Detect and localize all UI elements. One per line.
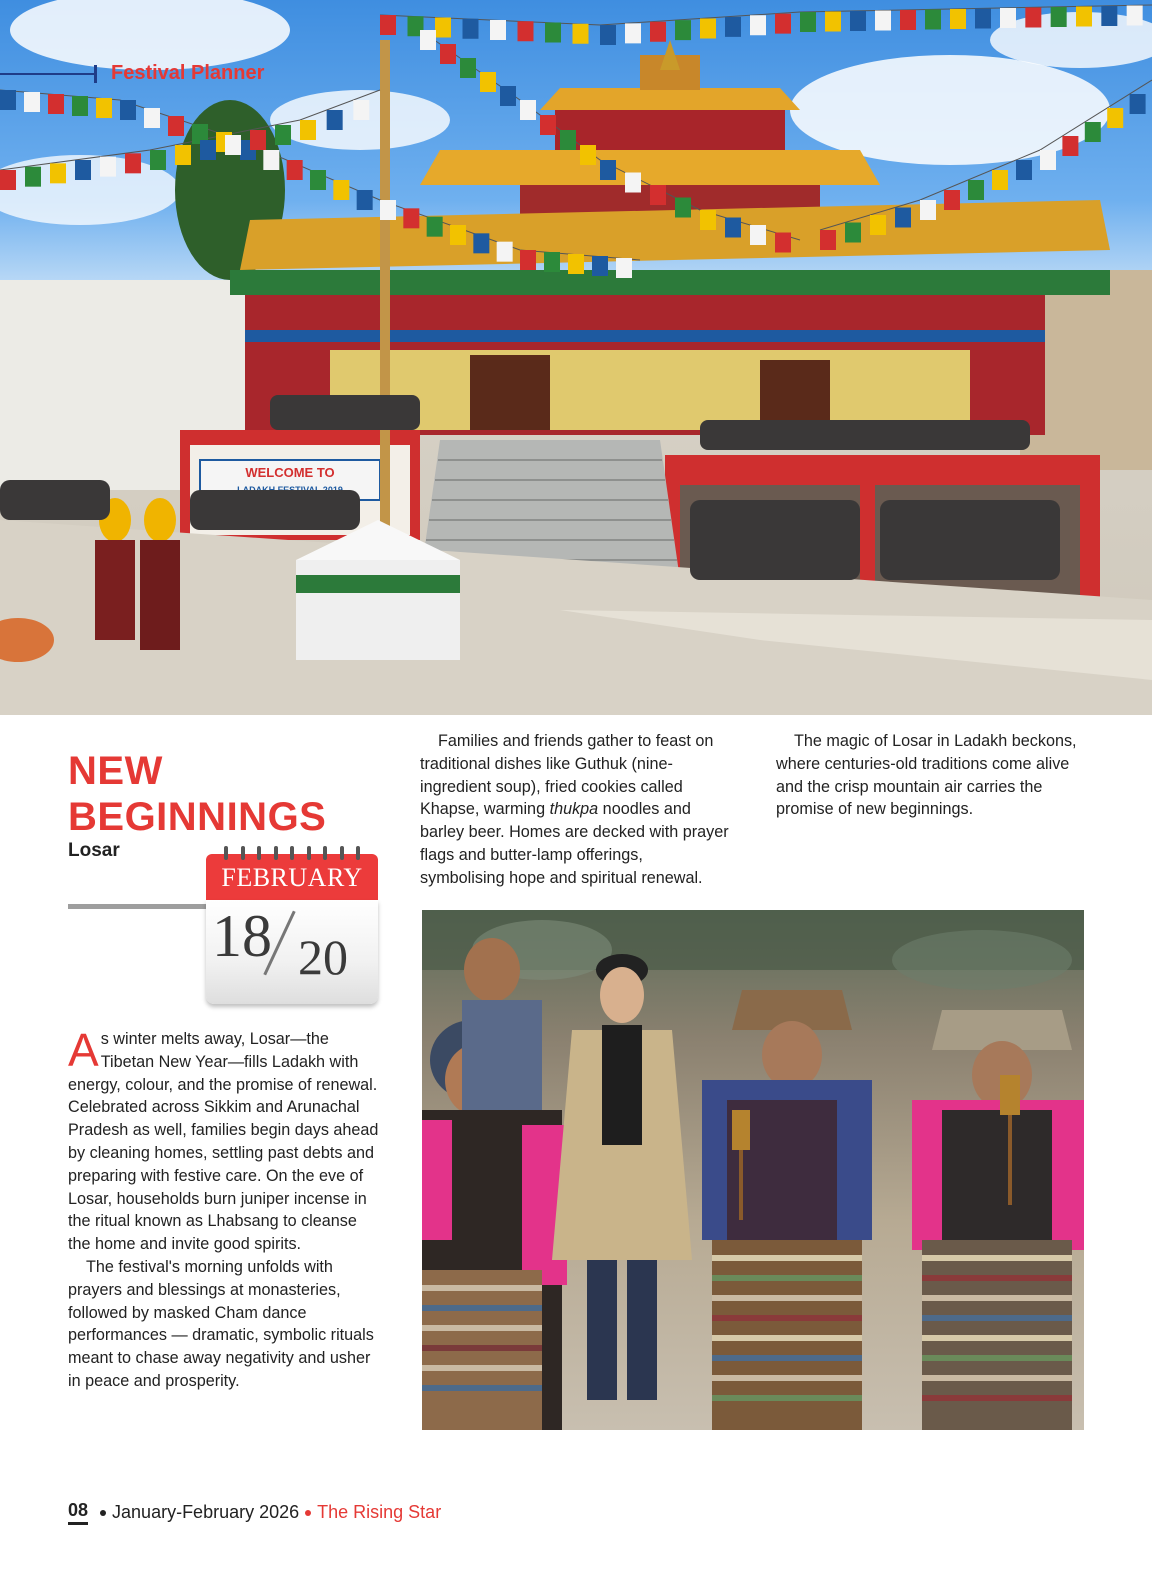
prayer-flag	[440, 44, 456, 64]
prayer-flag	[850, 11, 866, 31]
prayer-flag	[944, 190, 960, 210]
prayer-flag	[1040, 150, 1056, 170]
prayer-flag	[275, 125, 291, 145]
prayer-flag	[1016, 160, 1032, 180]
paragraph-feast-italic: thukpa	[549, 800, 599, 819]
prayer-flag	[592, 256, 608, 276]
prayer-flag	[625, 23, 641, 43]
paragraph-feast-part1: Families and friends gather to feast on traditional dishes like Guthuk (nine-ingredient soup), fried cookies called Khapse, warming	[420, 732, 714, 819]
prayer-flag	[310, 170, 326, 190]
prayer-flag	[450, 225, 466, 245]
footer-dot-red	[305, 1510, 311, 1516]
prayer-flag	[0, 170, 16, 190]
prayer-flag	[700, 210, 716, 230]
divider-rule	[68, 904, 210, 909]
prayer-flag	[1127, 6, 1143, 26]
prayer-flag	[1025, 8, 1041, 28]
prayer-flag	[200, 140, 216, 160]
photo-women-with-prayer-wheels	[422, 910, 1084, 1430]
prayer-flag	[1076, 7, 1092, 27]
prayer-flag	[925, 10, 941, 30]
prayer-flag	[48, 94, 64, 114]
prayer-flag	[825, 12, 841, 32]
issue-date: January-February 2026	[112, 1502, 300, 1522]
prayer-flag	[968, 180, 984, 200]
prayer-flag	[1130, 94, 1146, 114]
prayer-flag	[520, 250, 536, 270]
prayer-flag	[518, 21, 534, 41]
prayer-flag	[545, 23, 561, 43]
calendar-body	[206, 900, 378, 1004]
prayer-flag	[96, 98, 112, 118]
calendar-day-start: 18	[212, 903, 272, 969]
prayer-flag	[333, 180, 349, 200]
prayer-flag	[520, 100, 536, 120]
prayer-flag	[895, 208, 911, 228]
calendar-month: FEBRUARY	[206, 854, 378, 900]
prayer-flag	[168, 116, 184, 136]
prayer-flag	[568, 254, 584, 274]
article-column-middle	[420, 730, 730, 890]
page-footer	[68, 1500, 441, 1525]
prayer-flag	[490, 20, 506, 40]
paragraph-intro	[68, 1024, 380, 1256]
prayer-flag	[175, 145, 191, 165]
prayer-flag	[150, 150, 166, 170]
prayer-flag	[250, 130, 266, 150]
footer-dot	[100, 1510, 106, 1516]
banner-text-line1: WELCOME TO	[245, 465, 335, 480]
paragraph-morning: The festival's morning unfolds with prayers and blessings at monasteries, followed by masked Cham dance performances — dramatic, symbolic rituals meant to chase away negativity and usher in peace and prosperity.	[68, 1257, 374, 1390]
prayer-flag	[725, 218, 741, 238]
prayer-flag	[600, 160, 616, 180]
prayer-flag	[263, 150, 279, 170]
prayer-flag	[950, 9, 966, 29]
section-tag-rule	[0, 73, 94, 75]
calendar-rings	[224, 846, 360, 862]
photo2-illustration	[422, 910, 1084, 1430]
prayer-flag	[225, 135, 241, 155]
prayer-flag	[473, 233, 489, 253]
prayer-flag	[992, 170, 1008, 190]
prayer-flag	[775, 14, 791, 34]
article-title-line1: NEW	[68, 749, 163, 793]
prayer-flag	[480, 72, 496, 92]
article-column-right	[776, 730, 1098, 821]
article-title-line2: BEGINNINGS	[68, 795, 327, 839]
page-number: 08	[68, 1500, 88, 1525]
prayer-flag	[1107, 108, 1123, 128]
calendar-day-end: 20	[298, 929, 348, 985]
prayer-flag	[0, 90, 16, 110]
article-title	[68, 748, 326, 840]
prayer-flag	[1062, 136, 1078, 156]
prayer-flag	[616, 258, 632, 278]
prayer-flag	[497, 242, 513, 262]
prayer-flag	[100, 157, 116, 177]
prayer-flag	[573, 24, 589, 44]
prayer-flag	[650, 185, 666, 205]
prayer-flag	[300, 120, 316, 140]
prayer-flag	[625, 173, 641, 193]
prayer-flag	[120, 100, 136, 120]
hero-photo-monastery-festival	[0, 0, 1152, 715]
prayer-flag	[650, 22, 666, 42]
prayer-flag	[420, 30, 436, 50]
prayer-flag	[750, 225, 766, 245]
prayer-flag	[800, 12, 816, 32]
prayer-flag	[544, 252, 560, 272]
prayer-flag	[845, 223, 861, 243]
prayer-flag	[820, 230, 836, 250]
prayer-flag	[75, 160, 91, 180]
hero-illustration	[0, 0, 1152, 715]
prayer-flag	[500, 86, 516, 106]
prayer-flag	[1085, 122, 1101, 142]
section-label: Festival Planner	[111, 62, 265, 84]
prayer-flag	[380, 15, 396, 35]
prayer-flag	[675, 20, 691, 40]
section-tag-tick	[94, 65, 97, 83]
prayer-flag	[72, 96, 88, 116]
prayer-flag	[353, 100, 369, 120]
prayer-flag	[675, 198, 691, 218]
paragraph-closing: The magic of Losar in Ladakh beckons, where centuries-old traditions come alive and the crisp mountain air carries the promise of new beginnings.	[776, 732, 1077, 819]
prayer-flag	[920, 200, 936, 220]
prayer-flag	[875, 11, 891, 31]
prayer-flag	[600, 25, 616, 45]
prayer-flag	[775, 233, 791, 253]
prayer-flag	[540, 115, 556, 135]
prayer-flag	[125, 153, 141, 173]
prayer-flag	[435, 18, 451, 38]
prayer-flag	[580, 145, 596, 165]
prayer-flag	[700, 19, 716, 39]
prayer-flag	[1000, 8, 1016, 28]
prayer-flag	[900, 10, 916, 30]
article-subtitle: Losar	[68, 840, 120, 861]
paragraph-intro-text: s winter melts away, Losar—the Tibetan New Year—fills Ladakh with energy, colour, and the promise of renewal. Celebrated across Sikkim and Arunachal Pradesh as well, families begin days ahead by cleaning homes, settling past debts and preparing with festive care. On the eve of Losar, households burn juniper incense in the ritual known as Lhabsang to cleanse the home and invite good spirits.	[68, 1030, 379, 1254]
prayer-flag	[1101, 6, 1117, 26]
drop-cap: A	[68, 1024, 99, 1076]
prayer-flag	[460, 58, 476, 78]
prayer-flag	[25, 167, 41, 187]
section-tag	[0, 62, 264, 85]
article-column-left	[68, 1024, 380, 1393]
prayer-flag	[403, 208, 419, 228]
prayer-flag	[975, 9, 991, 29]
prayer-flag	[427, 217, 443, 237]
prayer-flag	[144, 108, 160, 128]
prayer-flag	[24, 92, 40, 112]
prayer-flag	[750, 15, 766, 35]
calendar-date-badge	[206, 846, 378, 1008]
prayer-flag	[357, 190, 373, 210]
prayer-flag	[380, 200, 396, 220]
paragraph-feast	[420, 730, 730, 890]
prayer-flag	[463, 19, 479, 39]
prayer-flag	[1051, 7, 1067, 27]
prayer-flag	[725, 17, 741, 37]
prayer-flag	[50, 163, 66, 183]
paragraph-feast-part2: noodles and barley beer. Homes are decked with prayer flags and butter-lamp offerings, symbolising hope and spiritual renewal.	[420, 800, 729, 887]
prayer-flag	[327, 110, 343, 130]
prayer-flag	[287, 160, 303, 180]
publication-name: The Rising Star	[317, 1502, 442, 1522]
prayer-flag	[870, 215, 886, 235]
prayer-flag	[560, 130, 576, 150]
